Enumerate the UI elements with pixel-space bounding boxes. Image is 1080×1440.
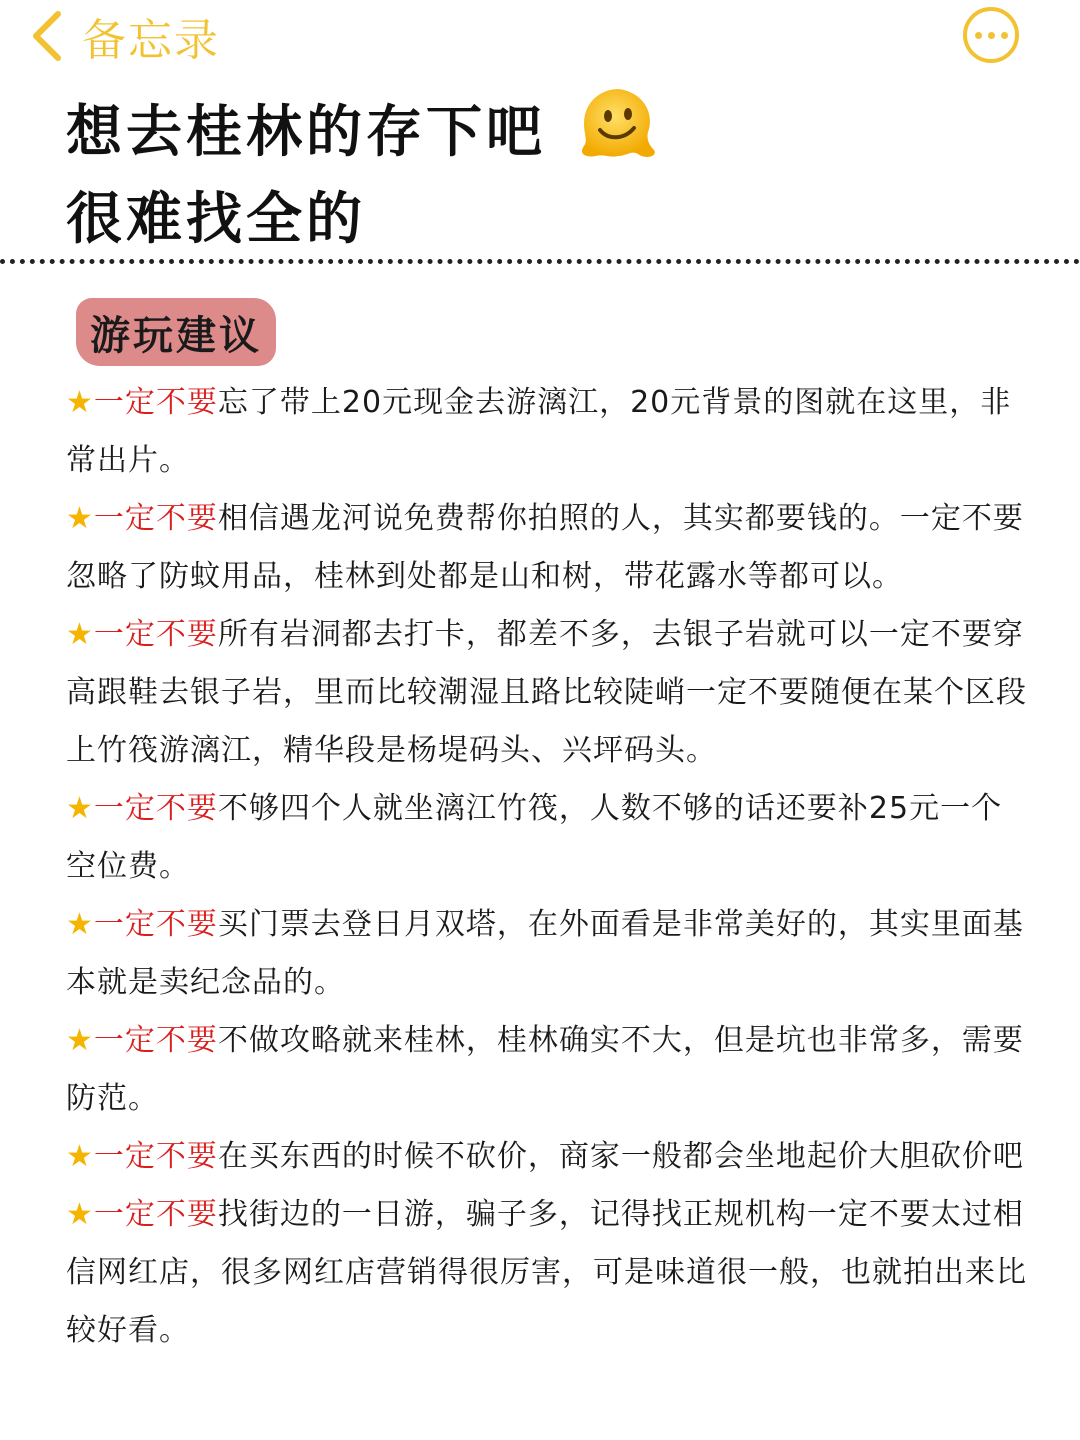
back-label: 备忘录 [82, 15, 220, 66]
star-icon: ★ [66, 385, 94, 420]
star-icon: ★ [66, 907, 94, 942]
tip-item [66, 780, 1028, 896]
tip-text: 买门票去登日月双塔，在外面看是非常美好的，其实里面基本就是卖纪念品的。 [66, 907, 1024, 1000]
tip-text: 不做攻略就来桂林，桂林确实不大，但是坑也非常多，需要防范。 [66, 1023, 1024, 1116]
tip-lead: 一定不要 [93, 1023, 218, 1058]
tip-item [66, 606, 1028, 780]
title-line-2 [66, 182, 966, 258]
tip-item [66, 896, 1028, 1012]
tip-text: 所有岩洞都去打卡，都差不多，去银子岩就可以一定不要穿高跟鞋去银子岩，里而比较潮湿且路比较陡峭一定不要随便在某个区段上竹筏游漓江，精华段是杨堤码头、兴坪码头。 [66, 617, 1027, 768]
tip-lead: 一定不要 [93, 385, 218, 420]
title-text-1: 想去桂林的存下吧 [66, 100, 546, 165]
tip-item [66, 1186, 1028, 1360]
melting-face-emoji-icon [574, 84, 660, 182]
tip-text: 找街边的一日游，骗子多，记得找正规机构一定不要太过相信网红店，很多网红店营销得很厉害，可是味道很一般，也就拍出来比较好看。 [66, 1197, 1027, 1348]
tip-lead: 一定不要 [93, 1197, 218, 1232]
star-icon: ★ [66, 1023, 94, 1058]
chevron-left-icon [30, 10, 64, 62]
note-title [66, 84, 966, 258]
tip-lead: 一定不要 [93, 1139, 218, 1174]
tip-text: 不够四个人就坐漓江竹筏，人数不够的话还要补25元一个空位费。 [66, 791, 1003, 884]
star-icon: ★ [66, 501, 94, 536]
star-icon: ★ [66, 791, 94, 826]
tip-lead: 一定不要 [93, 907, 218, 942]
tip-lead: 一定不要 [93, 791, 218, 826]
tip-text: 在买东西的时候不砍价，商家一般都会坐地起价大胆砍价吧 [217, 1139, 1024, 1174]
star-icon: ★ [66, 1197, 94, 1232]
dotted-divider [0, 259, 1080, 264]
tip-lead: 一定不要 [93, 501, 218, 536]
title-line-1 [66, 84, 966, 182]
tips-list [66, 374, 1028, 1360]
tip-item [66, 374, 1028, 490]
tip-item [66, 1128, 1028, 1186]
tip-text: 忘了带上20元现金去游漓江，20元背景的图就在这里，非常出片。 [66, 385, 1012, 478]
tip-text: 相信遇龙河说免费帮你拍照的人，其实都要钱的。一定不要忽略了防蚊用品，桂林到处都是山和树，带花露水等都可以。 [66, 501, 1024, 594]
more-horizontal-icon [975, 32, 1008, 39]
section-tag [76, 298, 276, 366]
star-icon: ★ [66, 617, 94, 652]
more-button[interactable] [963, 7, 1019, 63]
title-text-2: 很难找全的 [66, 187, 366, 252]
tip-lead: 一定不要 [93, 617, 218, 652]
tip-item [66, 1012, 1028, 1128]
nav-bar [0, 0, 1080, 72]
section-label: 游玩建议 [90, 312, 262, 359]
tip-item [66, 490, 1028, 606]
star-icon: ★ [66, 1139, 94, 1174]
back-button[interactable] [30, 4, 220, 68]
